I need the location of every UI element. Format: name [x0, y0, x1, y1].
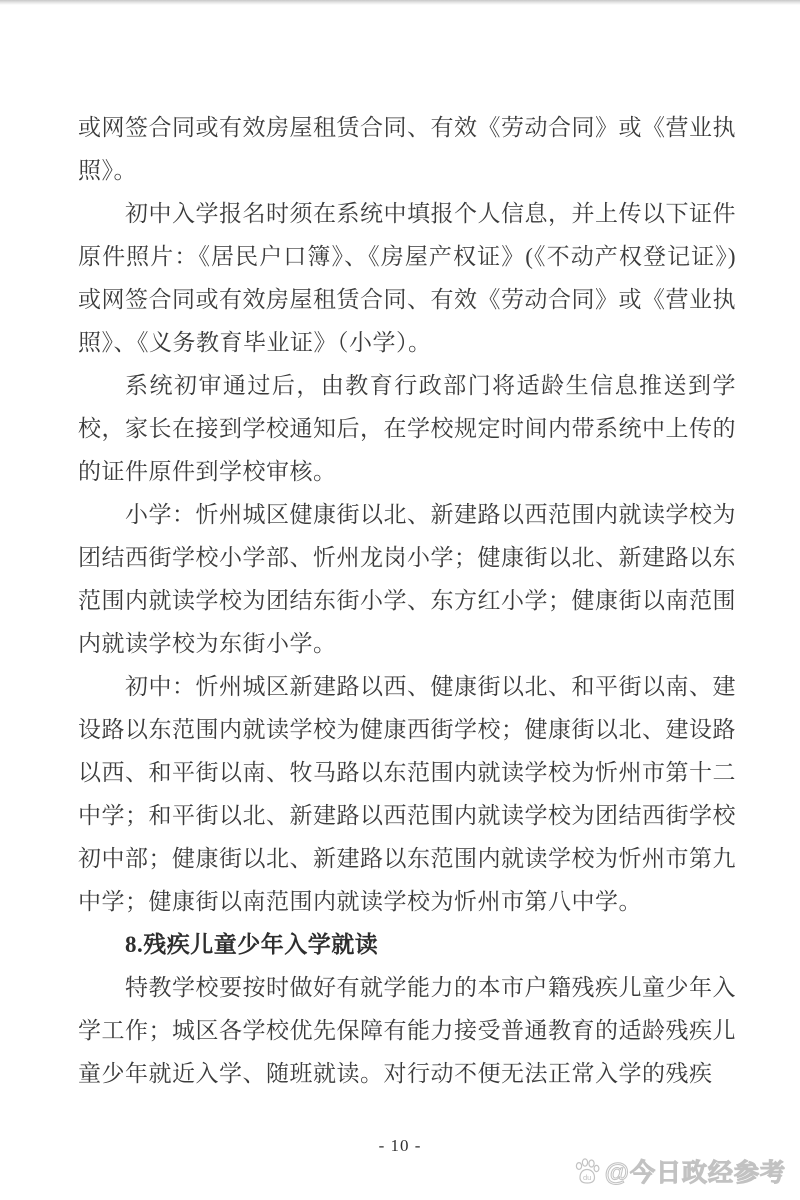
paragraph-junior-high-registration: 初中入学报名时须在系统中填报个人信息，并上传以下证件原件照片：《居民户口簿》、《房屋产权证》(《不动产权登记证》)或网签合同或有效房屋租赁合同、有效《劳动合同》或《营业执照》、《义务教育毕业证》（小学）。 [78, 201, 736, 355]
paragraph-special-education: 特教学校要按时做好有就学能力的本市户籍残疾儿童少年入学工作；城区各学校优先保障有能力接受普通教育的适龄残疾儿童少年就近入学、随班就读。对行动不便无法正常入学的残疾 [78, 975, 736, 1086]
heading-disabled-children-enrollment: 8.残疾儿童少年入学就读 [125, 932, 379, 957]
baidu-paw-icon [572, 1156, 602, 1186]
document-body [78, 106, 736, 1095]
paw-icon-du-label: du [582, 1173, 591, 1182]
watermark-text: @今日政经参考 [604, 1159, 786, 1187]
paragraph-primary-school-districts: 小学：忻州城区健康街以北、新建路以西范围内就读学校为团结西街学校小学部、忻州龙岗小学；健康街以北、新建路以东范围内就读学校为团结东街小学、东方红小学；健康街以南范围内就读学校为东街小学。 [78, 502, 736, 656]
paragraph-junior-high-districts: 初中：忻州城区新建路以西、健康街以北、和平街以南、建设路以东范围内就读学校为健康西街学校；健康街以北、建设路以西、和平街以南、牧马路以东范围内就读学校为忻州市第十二中学；和平街以北、新建路以西范围内就读学校为团结西街学校初中部；健康街以北、新建路以东范围内就读学校为忻州市第九中学；健康街以南范围内就读学校为忻州市第八中学。 [78, 674, 736, 914]
page-number: - 10 - [378, 1136, 422, 1155]
paragraph-contract-continuation: 或网签合同或有效房屋租赁合同、有效《劳动合同》或《营业执照》。 [78, 115, 736, 183]
paragraph-system-review: 系统初审通过后，由教育行政部门将适龄生信息推送到学校，家长在接到学校通知后，在学校规定时间内带系统中上传的的证件原件到学校审核。 [78, 373, 736, 484]
scan-edge-artifact [0, 0, 800, 5]
watermark [572, 1153, 786, 1189]
